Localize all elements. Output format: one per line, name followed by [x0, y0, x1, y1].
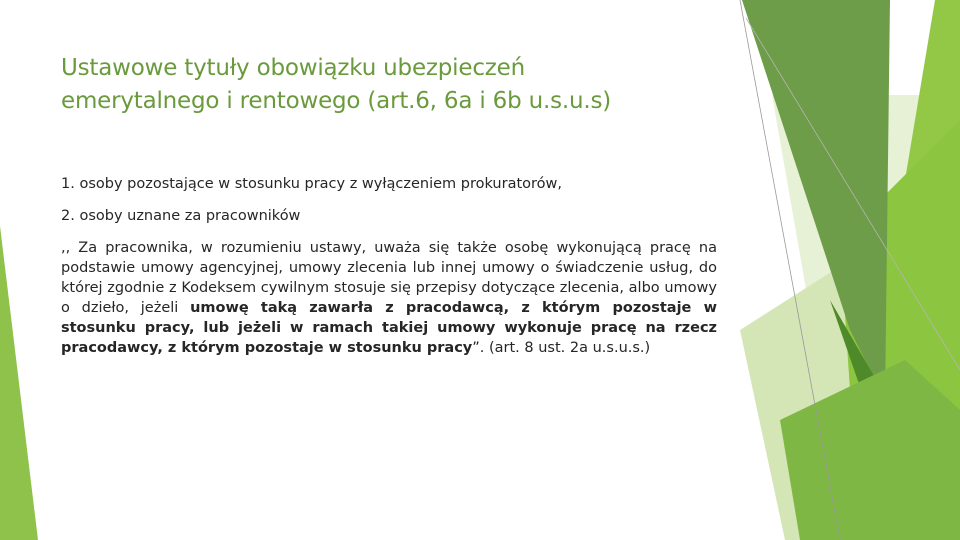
- quote-paragraph: [61, 238, 717, 358]
- slide-title-line-2: emerytalnego i rentowego (art.6, 6a i 6b u.s.u.s): [61, 88, 612, 114]
- quote-text-regular: ,, Za pracownika, w rozumieniu ustawy, uważa się także osobę wykonującą pracę na podstawie umowy agencyjnej, umowy zlecenia lub innej umowy o świadczenie usług, do której zgodnie z Kodeksem cywilnym stosuje się przepisy dotyczące zlecenia, albo umowy o dzieło, jeżeli: [61, 240, 717, 316]
- slide-title: [61, 52, 711, 118]
- list-item-2: 2. osoby uznane za pracowników: [61, 208, 301, 224]
- quote-citation: ”. (art. 8 ust. 2a u.s.u.s.): [472, 340, 651, 356]
- quote-text-bold: umowę taką zawarła z pracodawcą, z którym pozostaje w stosunku pracy, lub jeżeli w ramach takiej umowy wykonuje pracę na rzecz pracodawcy, z którym pozostaje w stosunku pracy: [61, 300, 717, 356]
- list-item-1: 1. osoby pozostające w stosunku pracy z wyłączeniem prokuratorów,: [61, 176, 563, 192]
- left-green-sliver: [0, 226, 38, 540]
- slide-title-line-1: Ustawowe tytuły obowiązku ubezpieczeń: [61, 55, 525, 81]
